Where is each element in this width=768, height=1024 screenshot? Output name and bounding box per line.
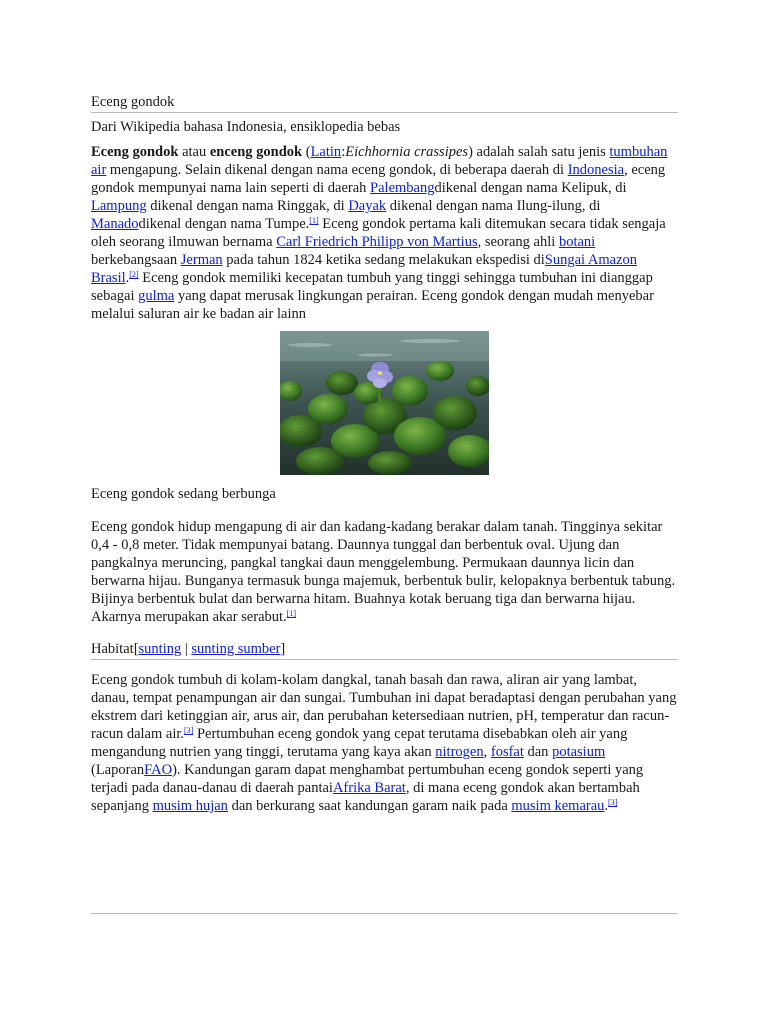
text: dikenal dengan nama Tumpe. [138,216,310,232]
text: dan [523,744,553,760]
title-divider [91,112,678,113]
link-potasium[interactable]: potasium [552,744,606,760]
water-hyacinth-photo[interactable] [280,331,489,475]
text: ] [280,641,286,657]
text: ). Kandungan garam dapat menghambat pertumbuhan eceng gondok seperti yang terjadi pada danau-danau di daerah pantai [91,762,644,796]
reference-link[interactable]: [3] [184,726,194,735]
reference-link[interactable]: [1] [309,216,319,225]
link-fosfat[interactable]: fosfat [490,744,524,760]
text: | [181,641,192,657]
text: Eceng gondok memiliki kecepatan tumbuh yang tinggi sehingga tumbuhan ini dianggap sebagai [91,270,653,304]
link-tumbuhan-air[interactable]: tumbuhan air [91,144,668,178]
text: . [125,270,130,286]
link-sungai-amazon[interactable]: Sungai Amazon [544,252,638,268]
scientific-name: Eichhornia crassipes [345,144,469,160]
text: dikenal dengan nama Ilung-ilung, di [386,198,601,214]
link-gulma[interactable]: gulma [138,288,175,304]
link-latin[interactable]: Latin [310,144,342,160]
link-nitrogen[interactable]: nitrogen [435,744,484,760]
text: , di mana eceng gondok akan bertambah sepanjang [91,780,640,814]
text: dan berkurang saat kandungan garam naik pada [227,798,512,814]
page-title: Eceng gondok [91,94,175,110]
text: Pertumbuhan eceng gondok yang cepat terutama disebabkan oleh air yang mengandung nutrien yang tinggi, terutama yang kaya akan [91,726,628,760]
reference-link[interactable]: [2] [129,270,139,279]
edit-link[interactable]: sunting [138,641,182,657]
text: Eceng gondok pertama kali ditemukan secara tidak sengaja oleh seorang ilmuwan bernama [91,216,666,250]
link-dayak[interactable]: Dayak [348,198,387,214]
text: , eceng gondok mempunyai nama lain seperti di daerah [91,162,666,196]
habitat-divider [91,659,678,660]
text: dikenal dengan nama Ringgak, di [146,198,349,214]
link-indonesia[interactable]: Indonesia [567,162,625,178]
page-subtitle: Dari Wikipedia bahasa Indonesia, ensiklopedia bebas [91,119,401,135]
text: pada tahun 1824 ketika sedang melakukan ekspedisi di [222,252,545,268]
text: [ [133,641,139,657]
link-afrika-barat[interactable]: Afrika Barat [332,780,406,796]
text: : [341,144,346,160]
reference-link[interactable]: [3] [608,798,618,807]
link-jerman[interactable]: Jerman [180,252,223,268]
text: mengapung. Selain dikenal dengan nama eceng gondok, di beberapa daerah di [106,162,568,178]
link-botani[interactable]: botani [558,234,596,250]
text: , [483,744,491,760]
text: Eceng gondok hidup mengapung di air dan kadang-kadang berakar dalam tanah. Tingginya sekitar 0,4 - 0,8 meter. Tidak mempunyai batang. Daunnya tunggal dan berbentuk oval. Ujung dan pangkalnya meruncing, pangkal tangkai daun menggelembung. Permukaan daunnya licin dan berwarna hijau. Bunganya termasuk bunga majemuk, berbentuk bulir, kelopaknya berbentuk tabung. Bijinya berbentuk bulat dan berwarna hitam. Buahnya kotak beruang tiga dan berwarna hijau. Akarnya merupakan akar serabut. [91,519,676,625]
text: (Laporan [91,762,145,778]
text: ( [302,144,311,160]
link-fao[interactable]: FAO [144,762,173,778]
text: dikenal dengan nama Kelipuk, di [434,180,627,196]
figure [91,331,678,480]
link-musim-kemarau[interactable]: musim kemarau [511,798,605,814]
text: Eceng gondok tumbuh di kolam-kolam dangkal, tanah basah dan rawa, aliran air yang lambat, danau, tempat penampungan air dan sungai. Tumbuhan ini dapat beradaptasi dengan perubahan yang ekstrem dari ketinggian air, arus air, dan perubahan ketersediaan nutrien, pH, temperatur dan racun-racun dalam air. [91,672,677,742]
text: ) adalah salah satu jenis [468,144,610,160]
link-martius[interactable]: Carl Friedrich Philipp von Martius [276,234,478,250]
text: yang dapat merusak lingkungan perairan. Eceng gondok dengan mudah menyebar melalui saluran air ke badan air lainn [91,288,654,322]
reference-link[interactable]: [1] [286,609,296,618]
bold-term-alt: enceng gondok [209,144,303,160]
text: berkebangsaan [91,252,181,268]
link-manado[interactable]: Manado [91,216,139,232]
article-page [91,94,678,815]
intro-paragraph [91,143,678,323]
text: . [604,798,609,814]
text: , seorang ahli [477,234,559,250]
heading-text: Habitat [91,641,134,657]
bold-term: Eceng gondok [91,144,179,160]
edit-source-link[interactable]: sunting sumber [191,641,281,657]
figure-caption: Eceng gondok sedang berbunga [91,486,276,502]
text: atau [178,144,210,160]
link-brasil[interactable]: Brasil [91,270,126,286]
description-paragraph [91,518,678,626]
link-musim-hujan[interactable]: musim hujan [152,798,228,814]
link-palembang[interactable]: Palembang [370,180,435,196]
link-lampung[interactable]: Lampung [91,198,147,214]
habitat-heading [91,640,678,658]
footer-divider [91,913,678,914]
habitat-paragraph [91,671,678,815]
